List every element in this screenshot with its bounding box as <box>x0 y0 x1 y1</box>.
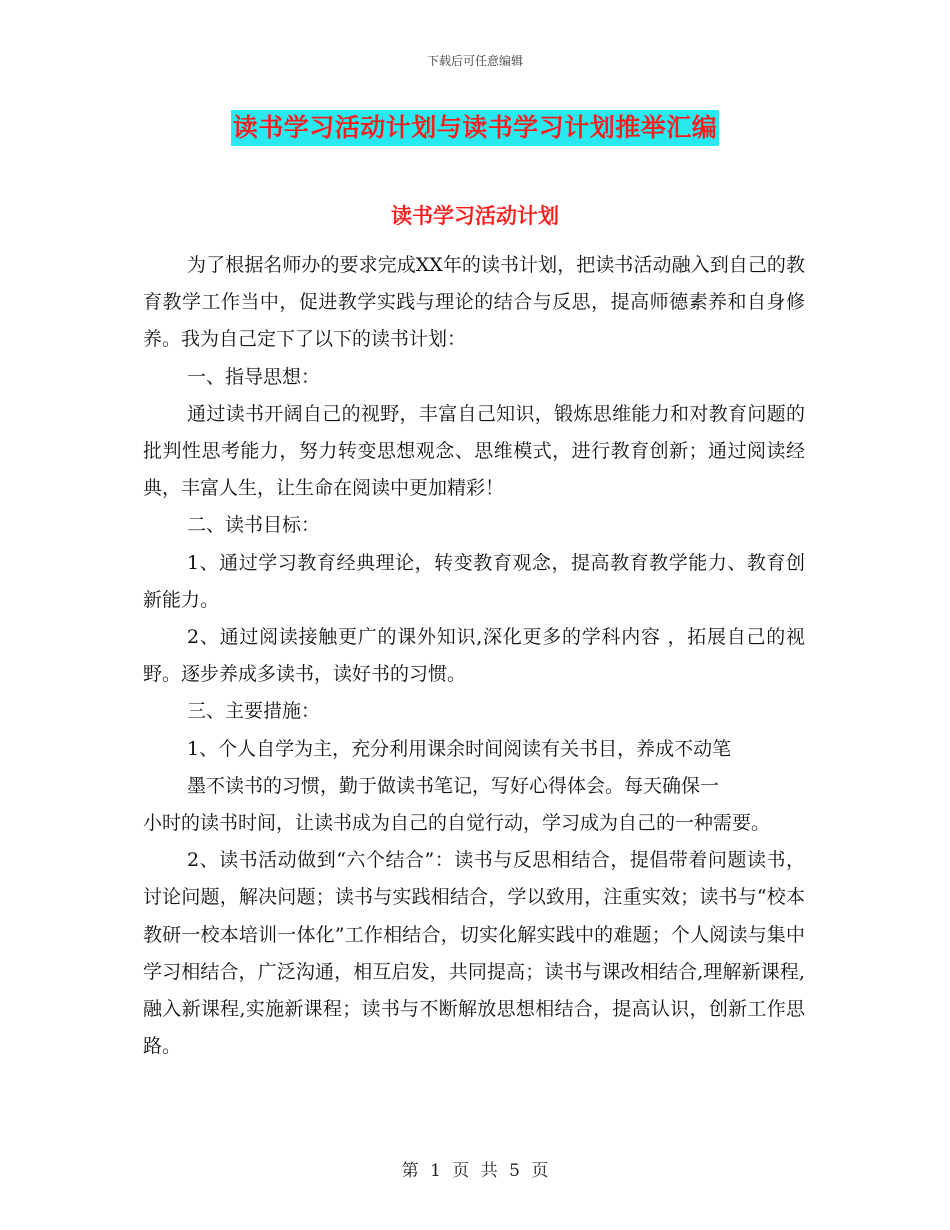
paragraph-measure-1-line-1: 1、个人自学为主，充分利用课余时间阅读有关书目，养成不动笔 <box>187 737 732 760</box>
paragraph-measure-1-line-2: 墨不读书的习惯，勤于做读书笔记，写好心得体会。每天确保一 <box>187 774 720 797</box>
paragraph-measure-2: 2、读书活动做到“六个结合”：读书与反思相结合，提倡带着问题读书，讨论问题，解决问题；读书与实践相结合，学以致用，注重实效；读书与“校本教研一校本培训一体化”工作相结合，切实化解实践中的难题；个人阅读与集中学习相结合，广泛沟通，相互启发，共同提高；读书与课改相结合,理解新课程,融入新课程,实施新课程；读书与不断解放思想相结合，提高认识，创新工作思路。 <box>143 849 805 1058</box>
header-note: 下载后可任意编辑 <box>426 54 523 68</box>
paragraph-goal-1: 1、通过学习教育经典理论，转变教育观念，提高教育教学能力、教育创新能力。 <box>143 551 805 611</box>
heading-guiding-ideology: 一、指导思想： <box>187 365 321 388</box>
body-text <box>143 247 805 1065</box>
heading-reading-goals: 二、读书目标： <box>187 514 321 537</box>
main-title: 读书学习活动计划与读书学习计划推举汇编 <box>231 110 720 146</box>
page-footer: 第 1 页 共 5 页 <box>401 1161 549 1181</box>
main-title-wrap <box>0 110 950 146</box>
paragraph-measure-1-line-3: 小时的读书时间，让读书成为自己的自觉行动，学习成为自己的一种需要。 <box>143 812 771 835</box>
paragraph-guiding-ideology: 通过读书开阔自己的视野，丰富自己知识，锻炼思维能力和对教育问题的批判性思考能力，努力转变思想观念、思维模式，进行教育创新；通过阅读经典，丰富人生，让生命在阅读中更加精彩！ <box>143 402 805 500</box>
heading-main-measures: 三、主要措施： <box>187 700 321 723</box>
paragraph-intro: 为了根据名师办的要求完成XX年的读书计划，把读书活动融入到自己的教育教学工作当中，促进教学实践与理论的结合与反思，提高师德素养和自身修养。我为自己定下了以下的读书计划： <box>143 254 805 351</box>
paragraph-goal-2: 2、通过阅读接触更广的课外知识,深化更多的学科内容 ，拓展自己的视野。逐步养成多读书，读好书的习惯。 <box>143 626 805 686</box>
section-title: 读书学习活动计划 <box>391 204 559 228</box>
